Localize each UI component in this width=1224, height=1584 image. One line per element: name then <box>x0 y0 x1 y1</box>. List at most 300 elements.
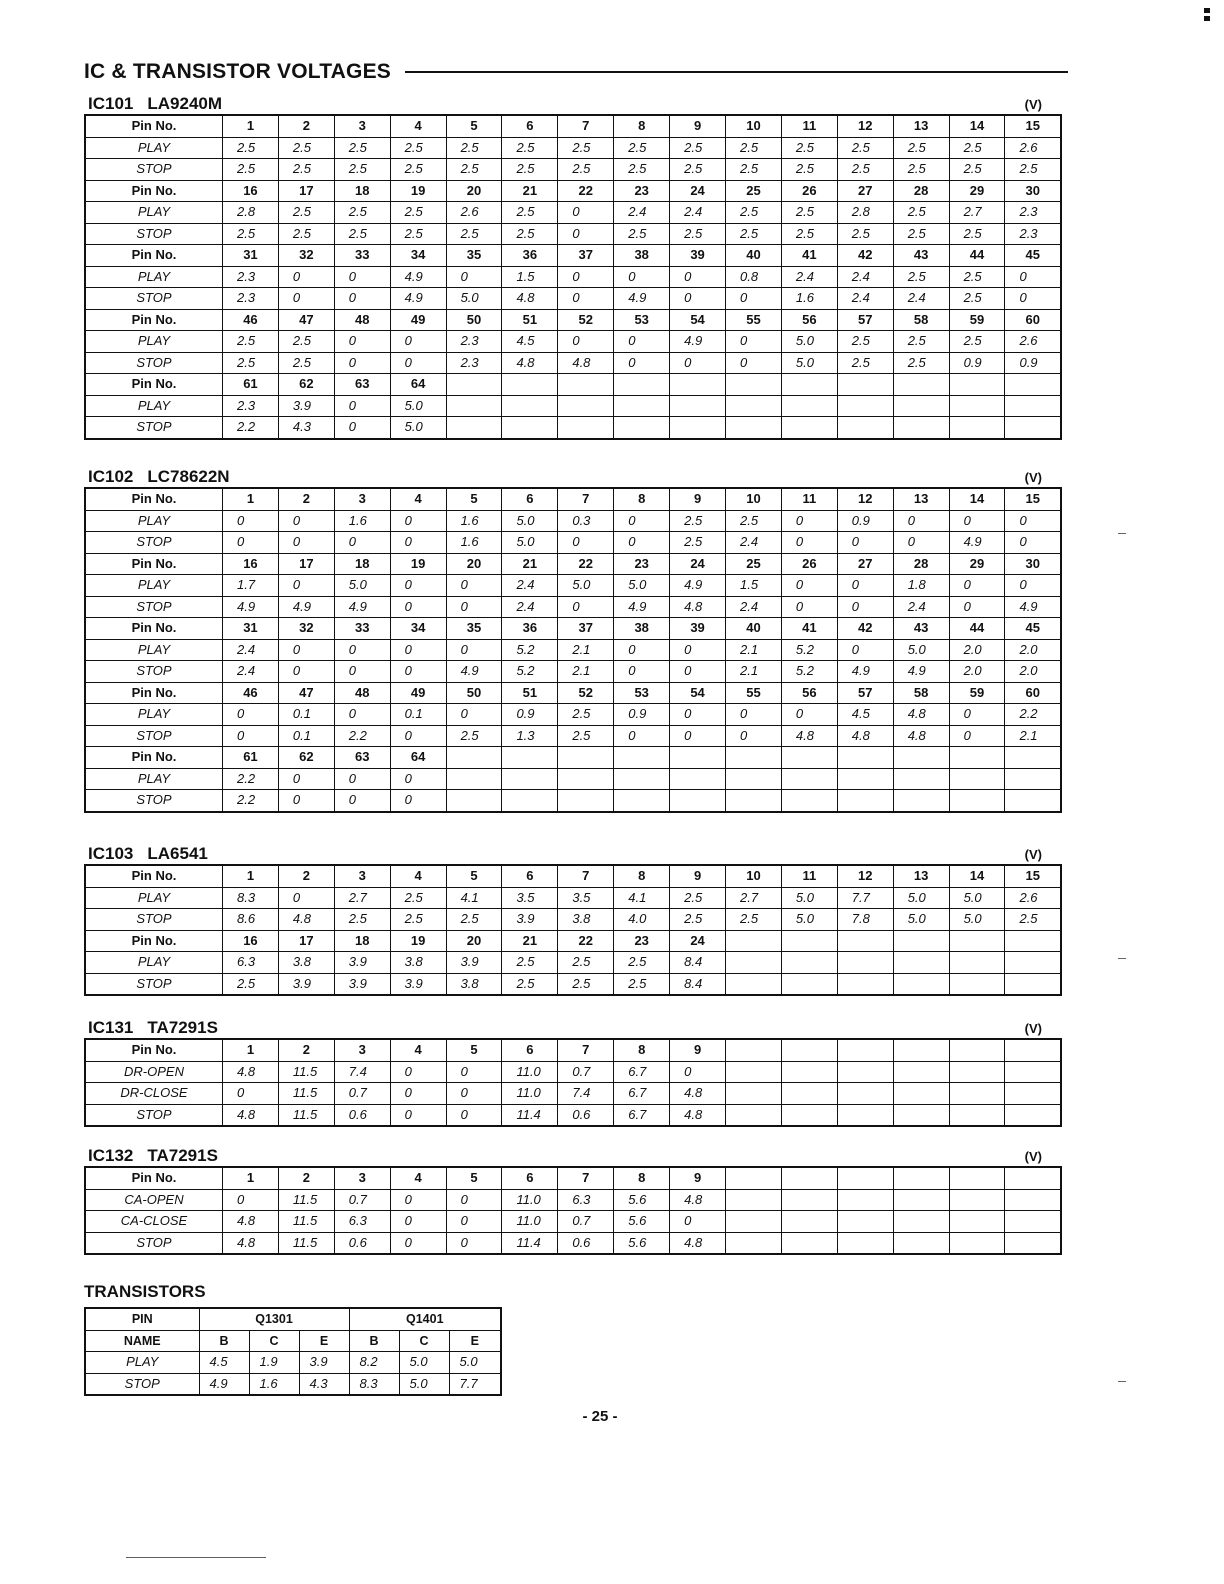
pin-number-cell: 13 <box>893 865 949 887</box>
voltage-cell: 4.5 <box>199 1352 249 1374</box>
voltage-cell: 3.9 <box>502 909 558 931</box>
voltage-cell: 0.8 <box>726 266 782 288</box>
pin-number-cell: 46 <box>223 682 279 704</box>
voltage-row <box>85 202 1061 224</box>
voltage-cell <box>837 1104 893 1126</box>
pin-number-cell: 30 <box>1005 553 1061 575</box>
pin-number-cell: 40 <box>726 618 782 640</box>
voltage-cell: 2.5 <box>278 202 334 224</box>
voltage-cell: 4.3 <box>278 417 334 439</box>
pin-number-row <box>85 180 1061 202</box>
voltage-cell: 2.5 <box>670 532 726 554</box>
pin-number-cell: 12 <box>837 865 893 887</box>
voltage-cell <box>1005 1083 1061 1105</box>
pin-number-cell: 8 <box>614 1167 670 1189</box>
voltage-cell <box>837 973 893 995</box>
voltage-row <box>85 790 1061 812</box>
page-title: IC & TRANSISTOR VOLTAGES <box>84 60 391 83</box>
voltage-cell: 2.5 <box>726 202 782 224</box>
voltage-cell: 2.5 <box>781 137 837 159</box>
voltage-row <box>85 704 1061 726</box>
pin-number-cell: 7 <box>558 1167 614 1189</box>
voltage-cell <box>726 1211 782 1233</box>
voltage-cell: 0 <box>726 331 782 353</box>
pin-number-cell: 6 <box>502 1039 558 1061</box>
voltage-cell: 0 <box>446 1104 502 1126</box>
pin-number-cell: 59 <box>949 682 1005 704</box>
voltage-cell: 8.3 <box>349 1373 399 1395</box>
ic-heading <box>84 465 1062 487</box>
voltage-cell: 0 <box>670 352 726 374</box>
pin-number-cell <box>837 1167 893 1189</box>
pin-number-cell: 2 <box>278 488 334 510</box>
voltage-cell: 8.4 <box>670 952 726 974</box>
pin-number-cell: 27 <box>837 180 893 202</box>
voltage-cell: 2.5 <box>949 266 1005 288</box>
pin-number-cell: 4 <box>390 1167 446 1189</box>
ic-title <box>88 1018 218 1038</box>
voltage-cell: 2.5 <box>1005 909 1061 931</box>
voltage-cell <box>446 395 502 417</box>
voltage-cell: 2.5 <box>446 137 502 159</box>
title-rule <box>405 71 1068 73</box>
voltage-cell <box>726 1232 782 1254</box>
voltage-cell: 0 <box>446 596 502 618</box>
voltage-cell: 0 <box>670 725 726 747</box>
voltage-cell <box>726 395 782 417</box>
voltage-cell: 0 <box>670 661 726 683</box>
pin-number-cell <box>781 1167 837 1189</box>
pin-number-cell <box>781 930 837 952</box>
ic-designator: IC102 <box>88 467 134 486</box>
pin-no-header: Pin No. <box>85 682 223 704</box>
voltage-cell: 2.5 <box>502 223 558 245</box>
voltage-cell: 4.9 <box>446 661 502 683</box>
voltage-cell: 1.6 <box>781 288 837 310</box>
voltage-cell: 2.5 <box>334 159 390 181</box>
voltage-cell: 4.9 <box>670 575 726 597</box>
pin-number-cell: 2 <box>278 115 334 137</box>
name-header: NAME <box>85 1330 199 1352</box>
voltage-cell <box>893 395 949 417</box>
unit-label: (V) <box>1024 1021 1042 1036</box>
voltage-cell <box>949 417 1005 439</box>
voltage-cell: 4.8 <box>223 1232 279 1254</box>
pin-number-cell: 3 <box>334 488 390 510</box>
pin-number-cell: 9 <box>670 1039 726 1061</box>
pin-number-cell <box>949 374 1005 396</box>
voltage-cell: 5.0 <box>614 575 670 597</box>
voltage-row <box>85 395 1061 417</box>
voltage-row <box>85 352 1061 374</box>
voltage-cell: 4.1 <box>446 887 502 909</box>
voltage-cell: 0 <box>614 331 670 353</box>
voltage-cell: 5.0 <box>781 909 837 931</box>
voltage-cell: 0 <box>614 352 670 374</box>
pin-number-cell: 10 <box>726 115 782 137</box>
pin-number-cell: 18 <box>334 180 390 202</box>
voltage-cell <box>1005 973 1061 995</box>
ic103-block <box>84 842 1062 996</box>
terminal-header: C <box>399 1330 449 1352</box>
voltage-cell: 2.5 <box>502 202 558 224</box>
ic-heading <box>84 1144 1062 1166</box>
voltage-cell: 4.9 <box>390 266 446 288</box>
mode-label: PLAY <box>85 137 223 159</box>
voltage-cell: 2.5 <box>781 159 837 181</box>
voltage-cell: 5.0 <box>558 575 614 597</box>
voltage-cell: 0 <box>949 575 1005 597</box>
pin-no-header: Pin No. <box>85 180 223 202</box>
voltage-cell <box>614 417 670 439</box>
mode-label: STOP <box>85 223 223 245</box>
ic-part-number: LA9240M <box>147 94 223 113</box>
pin-number-row <box>85 682 1061 704</box>
pin-number-cell: 37 <box>558 618 614 640</box>
pin-number-cell: 15 <box>1005 488 1061 510</box>
voltage-cell: 11.5 <box>278 1104 334 1126</box>
voltage-cell: 11.5 <box>278 1189 334 1211</box>
pin-number-cell: 3 <box>334 865 390 887</box>
voltage-cell: 2.5 <box>781 223 837 245</box>
voltage-cell: 0 <box>949 704 1005 726</box>
voltage-cell: 4.8 <box>223 1061 279 1083</box>
pin-number-cell: 58 <box>893 309 949 331</box>
pin-number-cell: 16 <box>223 930 279 952</box>
voltage-cell: 0.9 <box>837 510 893 532</box>
voltage-cell: 2.1 <box>558 661 614 683</box>
voltage-cell <box>446 417 502 439</box>
voltage-cell: 0 <box>781 596 837 618</box>
pin-number-cell: 2 <box>278 1167 334 1189</box>
voltage-cell: 2.5 <box>334 202 390 224</box>
voltage-cell: 0 <box>614 725 670 747</box>
voltage-cell <box>502 417 558 439</box>
pin-number-cell <box>949 1039 1005 1061</box>
voltage-cell: 1.8 <box>893 575 949 597</box>
pin-number-cell: 47 <box>278 682 334 704</box>
terminal-header: B <box>199 1330 249 1352</box>
voltage-cell: 2.5 <box>893 202 949 224</box>
voltage-cell: 4.9 <box>1005 596 1061 618</box>
voltage-cell: 2.2 <box>223 768 279 790</box>
pin-number-cell <box>614 374 670 396</box>
voltage-cell: 0 <box>334 768 390 790</box>
margin-tick <box>1118 958 1126 959</box>
voltage-cell: 0 <box>446 266 502 288</box>
voltage-cell: 0.1 <box>278 725 334 747</box>
mode-label: STOP <box>85 1104 223 1126</box>
voltage-cell: 1.6 <box>334 510 390 532</box>
voltage-cell: 5.0 <box>390 417 446 439</box>
pin-number-row <box>85 1039 1061 1061</box>
pin-number-cell: 13 <box>893 488 949 510</box>
voltage-cell <box>781 790 837 812</box>
voltage-cell: 0 <box>614 266 670 288</box>
voltage-cell <box>837 1083 893 1105</box>
voltage-cell: 5.6 <box>614 1232 670 1254</box>
pin-number-cell: 2 <box>278 865 334 887</box>
voltage-cell: 0.7 <box>334 1189 390 1211</box>
pin-number-cell: 6 <box>502 865 558 887</box>
voltage-cell: 2.5 <box>502 137 558 159</box>
voltage-cell <box>837 1211 893 1233</box>
voltage-cell <box>949 1211 1005 1233</box>
pin-number-cell <box>670 374 726 396</box>
voltage-cell: 0.9 <box>614 704 670 726</box>
voltage-cell: 0 <box>390 1083 446 1105</box>
voltage-cell <box>837 395 893 417</box>
voltage-cell: 2.7 <box>726 887 782 909</box>
pin-number-cell <box>893 1167 949 1189</box>
voltage-cell: 0 <box>334 790 390 812</box>
voltage-cell <box>1005 1189 1061 1211</box>
voltage-cell <box>949 1083 1005 1105</box>
pin-number-cell: 29 <box>949 553 1005 575</box>
pin-no-header: Pin No. <box>85 1039 223 1061</box>
voltage-table <box>84 864 1062 996</box>
voltage-cell: 2.4 <box>837 288 893 310</box>
pin-number-cell: 63 <box>334 747 390 769</box>
voltage-cell <box>781 973 837 995</box>
voltage-cell: 2.4 <box>502 596 558 618</box>
voltage-cell: 4.9 <box>949 532 1005 554</box>
margin-tick <box>1118 533 1126 534</box>
voltage-row <box>85 223 1061 245</box>
voltage-cell <box>502 395 558 417</box>
voltage-cell: 4.8 <box>670 1083 726 1105</box>
pin-number-cell: 9 <box>670 488 726 510</box>
voltage-cell: 2.5 <box>223 223 279 245</box>
voltage-cell: 2.5 <box>949 137 1005 159</box>
voltage-cell <box>1005 952 1061 974</box>
voltage-table <box>84 487 1062 813</box>
pin-number-cell: 32 <box>278 245 334 267</box>
voltage-cell: 0 <box>614 661 670 683</box>
voltage-cell: 3.5 <box>558 887 614 909</box>
voltage-cell: 2.0 <box>1005 639 1061 661</box>
pin-number-cell: 23 <box>614 930 670 952</box>
transistors-title: TRANSISTORS <box>84 1282 206 1301</box>
voltage-cell: 3.5 <box>502 887 558 909</box>
voltage-cell <box>893 790 949 812</box>
mode-label: PLAY <box>85 952 223 974</box>
voltage-cell <box>1005 790 1061 812</box>
voltage-cell: 0 <box>837 575 893 597</box>
voltage-cell <box>837 790 893 812</box>
voltage-cell: 2.5 <box>726 137 782 159</box>
pin-no-header: Pin No. <box>85 865 223 887</box>
voltage-cell <box>893 952 949 974</box>
voltage-cell <box>781 1104 837 1126</box>
voltage-row <box>85 952 1061 974</box>
pin-number-cell: 24 <box>670 180 726 202</box>
pin-number-cell: 28 <box>893 553 949 575</box>
pin-number-cell: 33 <box>334 245 390 267</box>
terminal-header: B <box>349 1330 399 1352</box>
voltage-cell <box>726 1061 782 1083</box>
voltage-cell: 4.8 <box>670 596 726 618</box>
voltage-cell: 2.4 <box>670 202 726 224</box>
voltage-cell: 0 <box>390 768 446 790</box>
voltage-cell: 5.0 <box>399 1373 449 1395</box>
voltage-row <box>85 137 1061 159</box>
pin-number-cell: 24 <box>670 930 726 952</box>
voltage-cell <box>949 790 1005 812</box>
voltage-cell: 0 <box>278 887 334 909</box>
pin-number-cell <box>1005 747 1061 769</box>
voltage-cell: 0.6 <box>334 1232 390 1254</box>
voltage-cell: 0.1 <box>390 704 446 726</box>
pin-number-cell: 55 <box>726 682 782 704</box>
voltage-cell <box>893 1104 949 1126</box>
voltage-cell <box>781 1189 837 1211</box>
pin-number-cell <box>502 747 558 769</box>
voltage-cell: 2.5 <box>726 159 782 181</box>
voltage-cell: 0 <box>726 704 782 726</box>
pin-number-cell: 49 <box>390 682 446 704</box>
voltage-cell: 4.9 <box>837 661 893 683</box>
voltage-cell: 6.7 <box>614 1083 670 1105</box>
pin-number-cell: 35 <box>446 245 502 267</box>
pin-no-header: Pin No. <box>85 553 223 575</box>
voltage-cell <box>1005 417 1061 439</box>
pin-number-cell: 16 <box>223 180 279 202</box>
pin-number-cell: 1 <box>223 1167 279 1189</box>
voltage-cell <box>446 768 502 790</box>
voltage-cell: 5.0 <box>949 909 1005 931</box>
voltage-cell: 0 <box>334 395 390 417</box>
voltage-cell: 0 <box>670 639 726 661</box>
pin-number-cell: 8 <box>614 488 670 510</box>
voltage-cell <box>893 768 949 790</box>
pin-number-cell: 14 <box>949 865 1005 887</box>
voltage-cell <box>1005 1104 1061 1126</box>
mode-label: PLAY <box>85 202 223 224</box>
pin-number-cell <box>1005 374 1061 396</box>
voltage-cell: 0 <box>390 725 446 747</box>
pin-number-cell: 20 <box>446 180 502 202</box>
voltage-cell: 4.0 <box>614 909 670 931</box>
pin-number-cell: 17 <box>278 180 334 202</box>
voltage-row <box>85 417 1061 439</box>
voltage-cell: 11.5 <box>278 1232 334 1254</box>
voltage-cell: 6.3 <box>558 1189 614 1211</box>
mode-label: PLAY <box>85 704 223 726</box>
voltage-cell <box>670 395 726 417</box>
voltage-cell: 0 <box>334 288 390 310</box>
voltage-cell: 2.5 <box>837 159 893 181</box>
pin-number-cell: 22 <box>558 180 614 202</box>
pin-number-cell: 19 <box>390 930 446 952</box>
voltage-cell: 0 <box>334 704 390 726</box>
voltage-row <box>85 973 1061 995</box>
voltage-cell: 3.9 <box>278 973 334 995</box>
voltage-cell: 0 <box>670 1061 726 1083</box>
voltage-cell: 2.1 <box>558 639 614 661</box>
voltage-cell: 2.6 <box>1005 137 1061 159</box>
transistor-voltage-row <box>85 1352 501 1374</box>
ic-designator: IC103 <box>88 844 134 863</box>
pin-number-cell: 38 <box>614 245 670 267</box>
voltage-cell: 2.5 <box>390 887 446 909</box>
voltage-cell: 0 <box>278 266 334 288</box>
voltage-cell: 0.1 <box>278 704 334 726</box>
pin-number-cell <box>1005 930 1061 952</box>
voltage-cell: 2.5 <box>278 223 334 245</box>
pin-number-cell: 6 <box>502 488 558 510</box>
voltage-cell: 2.5 <box>390 223 446 245</box>
voltage-cell: 2.0 <box>949 639 1005 661</box>
voltage-cell: 4.8 <box>670 1232 726 1254</box>
voltage-cell: 0 <box>781 704 837 726</box>
voltage-cell: 2.5 <box>558 973 614 995</box>
voltage-cell: 2.5 <box>949 223 1005 245</box>
pin-number-cell: 8 <box>614 865 670 887</box>
voltage-cell <box>1005 1211 1061 1233</box>
voltage-cell: 1.6 <box>446 532 502 554</box>
pin-number-cell: 33 <box>334 618 390 640</box>
voltage-cell: 0 <box>390 1211 446 1233</box>
voltage-cell: 2.5 <box>278 352 334 374</box>
voltage-cell: 2.7 <box>334 887 390 909</box>
pin-number-cell: 6 <box>502 115 558 137</box>
pin-number-cell: 44 <box>949 245 1005 267</box>
pin-number-cell: 3 <box>334 1039 390 1061</box>
voltage-cell: 1.9 <box>249 1352 299 1374</box>
voltage-cell: 2.5 <box>670 887 726 909</box>
voltage-cell <box>837 1061 893 1083</box>
voltage-cell: 5.2 <box>781 661 837 683</box>
pin-number-row <box>85 618 1061 640</box>
voltage-cell: 0 <box>278 510 334 532</box>
voltage-cell: 2.0 <box>1005 661 1061 683</box>
voltage-cell <box>1005 768 1061 790</box>
pin-number-cell <box>781 374 837 396</box>
voltage-cell: 0 <box>1005 532 1061 554</box>
voltage-row <box>85 266 1061 288</box>
voltage-cell: 2.5 <box>223 973 279 995</box>
voltage-cell: 4.8 <box>278 909 334 931</box>
voltage-cell: 2.5 <box>1005 159 1061 181</box>
voltage-cell: 0 <box>278 575 334 597</box>
pin-number-cell: 11 <box>781 865 837 887</box>
voltage-table <box>84 1166 1062 1255</box>
ic-heading <box>84 1016 1062 1038</box>
voltage-cell: 0 <box>893 532 949 554</box>
voltage-cell: 2.6 <box>1005 887 1061 909</box>
ic-part-number: LC78622N <box>147 467 230 486</box>
pin-number-cell: 48 <box>334 309 390 331</box>
voltage-cell: 0 <box>390 575 446 597</box>
pin-number-row <box>85 930 1061 952</box>
pin-number-cell: 15 <box>1005 115 1061 137</box>
pin-number-cell: 26 <box>781 180 837 202</box>
voltage-cell: 0 <box>1005 575 1061 597</box>
voltage-cell: 2.4 <box>614 202 670 224</box>
voltage-cell <box>558 790 614 812</box>
voltage-cell: 2.6 <box>1005 331 1061 353</box>
voltage-cell: 0.9 <box>502 704 558 726</box>
voltage-cell: 4.5 <box>502 331 558 353</box>
voltage-cell: 0 <box>334 639 390 661</box>
ic-part-number: TA7291S <box>147 1146 218 1165</box>
voltage-cell: 0 <box>781 532 837 554</box>
pin-number-cell: 32 <box>278 618 334 640</box>
voltage-cell: 0.7 <box>558 1061 614 1083</box>
voltage-cell: 11.0 <box>502 1211 558 1233</box>
pin-number-cell <box>893 930 949 952</box>
